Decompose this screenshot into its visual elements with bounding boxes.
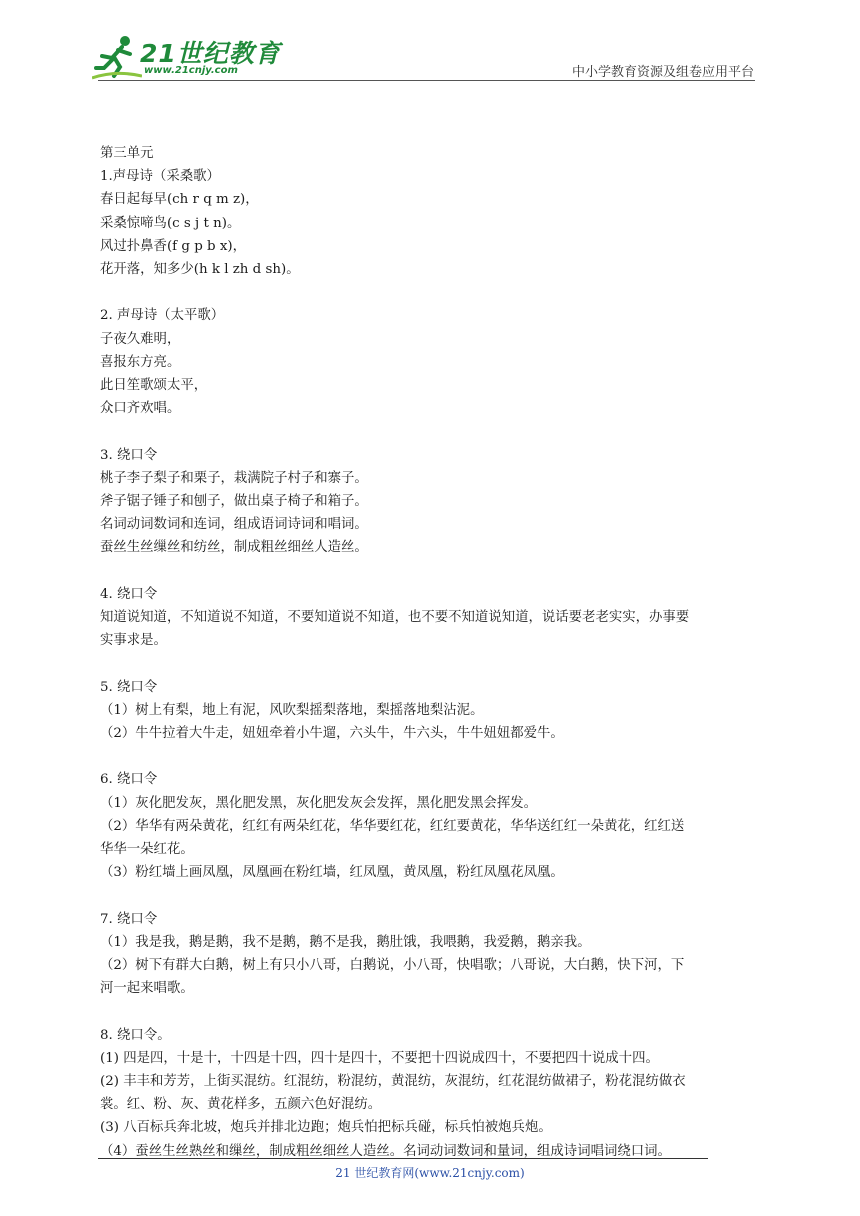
text-line: （2）牛牛拉着大牛走，妞妞牵着小牛遛，六头牛，牛六头，牛牛妞妞都爱牛。 <box>100 726 564 742</box>
text-line: （2）树下有群大白鹅，树上有只小八哥，白鹅说，小八哥，快唱歌；八哥说，大白鹅，快下河，下 <box>100 958 685 974</box>
footer-link[interactable]: 21 世纪教育网(www.21cnjy.com) <box>335 1166 525 1180</box>
text-line: 河一起来唱歌。 <box>100 981 194 997</box>
section-heading: 3. 绕口令 <box>100 447 158 463</box>
logo-url: www.21cnjy.com <box>144 65 238 76</box>
poem-line: 众口齐欢唱。 <box>100 401 181 417</box>
poem-line: 风过扑鼻香(f g p b x)， <box>100 238 247 254</box>
text-line: (1) 四是四，十是十，十四是十四，四十是四十，不要把十四说成四十，不要把四十说成十四。 <box>100 1050 659 1066</box>
runner-logo-icon <box>92 32 142 82</box>
section-heading: 1.声母诗（采桑歌） <box>100 169 220 185</box>
text-line: 华华一朵红花。 <box>100 842 194 858</box>
footer-divider <box>98 1158 708 1159</box>
text-line: 名词动词数词和连词，组成语词诗词和唱词。 <box>100 517 368 533</box>
text-line: (3) 八百标兵奔北坡，炮兵并排北边跑；炮兵怕把标兵碰，标兵怕被炮兵炮。 <box>100 1120 552 1136</box>
text-line: （1）灰化肥发灰，黑化肥发黑，灰化肥发灰会发挥，黑化肥发黑会挥发。 <box>100 795 538 811</box>
unit-title: 第三单元 <box>100 146 154 161</box>
page-header <box>0 0 860 90</box>
section-heading: 7. 绕口令 <box>100 911 158 927</box>
poem-line: 花开落，知多少(h k l zh d sh)。 <box>100 262 300 278</box>
poem-line: 此日笙歌颂太平， <box>100 378 208 394</box>
logo-text: 21世纪教育 <box>140 39 281 68</box>
text-line: (2) 丰丰和芳芳，上街买混纺。红混纺，粉混纺，黄混纺，灰混纺，红花混纺做裙子，粉花混纺做衣 <box>100 1074 686 1090</box>
section-heading: 8. 绕口令。 <box>100 1027 171 1043</box>
text-line: （4）蚕丝生丝熟丝和缫丝，制成粗丝细丝人造丝。名词动词数词和量词，组成诗词唱词绕口词。 <box>100 1143 671 1159</box>
poem-line: 子夜久难明， <box>100 331 181 347</box>
header-divider <box>98 80 755 81</box>
text-line: 实事求是。 <box>100 633 167 649</box>
text-line: 裳。红、粉、灰、黄花样多，五颜六色好混纺。 <box>100 1097 382 1113</box>
section-heading: 4. 绕口令 <box>100 586 158 602</box>
poem-line: 春日起每早(ch r q m z)， <box>100 192 259 208</box>
text-line: （1）树上有梨，地上有泥，风吹梨摇梨落地，梨摇落地梨沾泥。 <box>100 702 484 718</box>
text-line: 桃子李子梨子和栗子，栽满院子村子和寨子。 <box>100 470 368 486</box>
platform-name: 中小学教育资源及组卷应用平台 <box>571 65 754 80</box>
section-heading: 2. 声母诗（太平歌） <box>100 308 225 324</box>
site-logo[interactable] <box>92 32 281 82</box>
document-body <box>100 142 764 1163</box>
text-line: 知道说知道，不知道说不知道，不要知道说不知道，也不要不知道说知道，说话要老老实实，办事要 <box>100 610 690 626</box>
text-line: （2）华华有两朵黄花，红红有两朵红花，华华要红花，红红要黄花，华华送红红一朵黄花，红红送 <box>100 818 685 834</box>
text-line: 蚕丝生丝缫丝和纺丝，制成粗丝细丝人造丝。 <box>100 540 368 556</box>
poem-line: 采桑惊啼鸟(c s j t n)。 <box>100 215 241 231</box>
section-heading: 5. 绕口令 <box>100 679 158 695</box>
text-line: 斧子锯子锤子和刨子，做出桌子椅子和箱子。 <box>100 494 368 510</box>
section-heading: 6. 绕口令 <box>100 772 158 788</box>
text-line: （1）我是我，鹅是鹅，我不是鹅，鹅不是我，鹅肚饿，我喂鹅，我爱鹅，鹅亲我。 <box>100 934 591 950</box>
text-line: （3）粉红墙上画凤凰，凤凰画在粉红墙，红凤凰，黄凤凰，粉红凤凰花凤凰。 <box>100 865 564 881</box>
poem-line: 喜报东方亮。 <box>100 354 181 370</box>
